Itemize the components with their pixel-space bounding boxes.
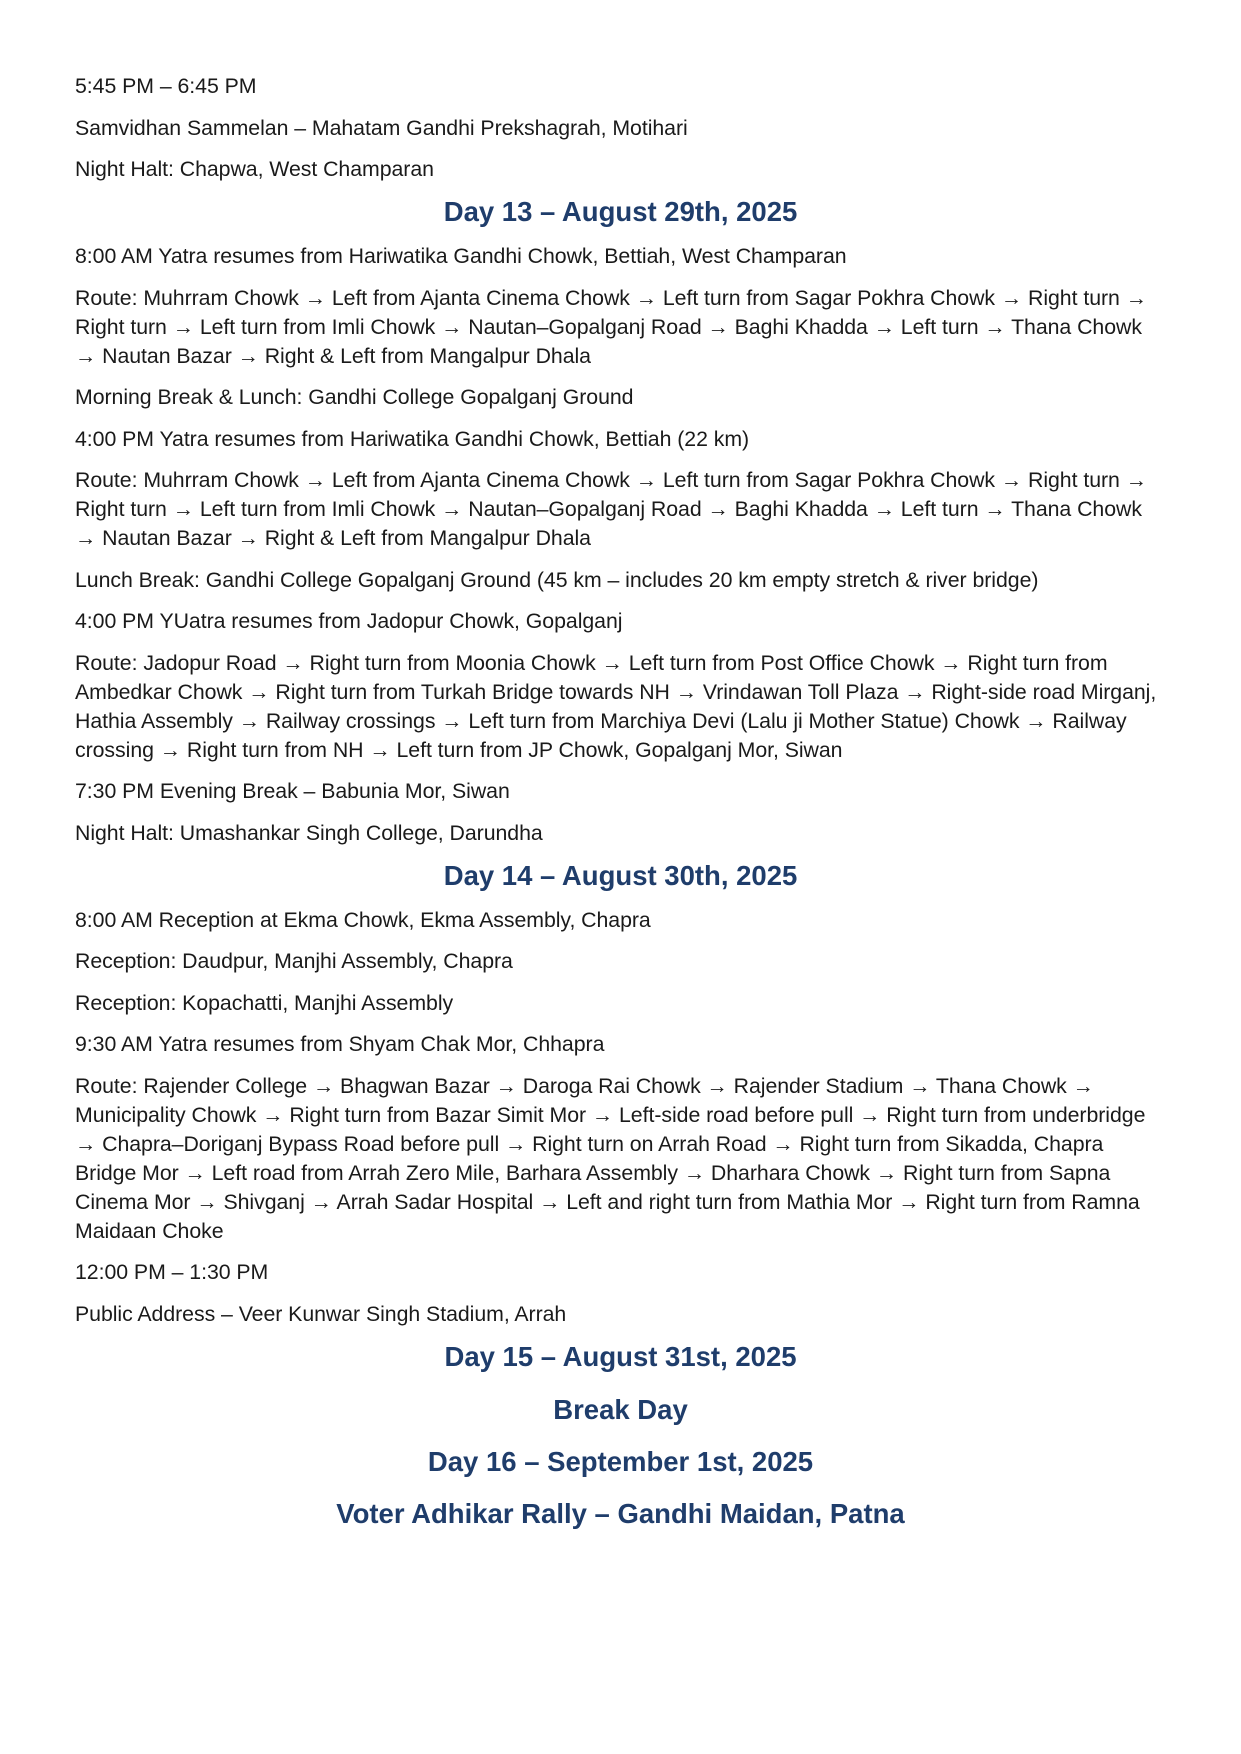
night-halt-line: Night Halt: Chapwa, West Champaran: [75, 157, 434, 181]
break-line: 7:30 PM Evening Break – Babunia Mor, Siwan: [75, 779, 510, 803]
reception-line: Reception: Kopachatti, Manjhi Assembly: [75, 990, 454, 1015]
event-line: Samvidhan Sammelan – Mahatam Gandhi Prekshagrah, Motihari: [75, 115, 688, 140]
route-paragraph: Route: Rajender College → Bhagwan Bazar → Daroga Rai Chowk → Rajender Stadium → Thana Chowk → Municipality Chowk → Right turn from Bazar Simit Mor → Left-side road before pull → Right turn from underbridge → Chapra–Doriganj Bypass Road before pull → Right turn on Arrah Road → Right turn from Sikadda, Chapra Bridge Mor → Left road from Arrah Zero Mile, Barhara Assembly → Dharhara Chowk → Right turn from Sapna Cinema Mor → Shivganj → Arrah Sadar Hospital → Left and right turn from Mathia Mor → Right turn from Ramna Maidaan Choke: [75, 1073, 1146, 1243]
schedule-line: 4:00 PM Yatra resumes from Hariwatika Gandhi Chowk, Bettiah (22 km): [75, 426, 750, 451]
day-14-heading: Day 14 – August 30th, 2025: [443, 859, 798, 891]
night-halt-line: Night Halt: Umashankar Singh College, Darundha: [75, 820, 543, 845]
schedule-line: 9:30 AM Yatra resumes from Shyam Chak Mor, Chhapra: [75, 1032, 605, 1056]
day-15-heading: Day 15 – August 31st, 2025: [444, 1340, 797, 1372]
reception-line: 8:00 AM Reception at Ekma Chowk, Ekma Assembly, Chapra: [75, 907, 651, 932]
rally-heading: Voter Adhikar Rally – Gandhi Maidan, Patna: [336, 1497, 905, 1529]
break-line: Morning Break & Lunch: Gandhi College Gopalganj Ground: [75, 385, 634, 409]
time-line: 12:00 PM – 1:30 PM: [75, 1260, 269, 1284]
route-paragraph: Route: Muhrram Chowk → Left from Ajanta Cinema Chowk → Left turn from Sagar Pokhra Chowk → Right turn → Right turn → Left turn from Imli Chowk → Nautan–Gopalganj Road → Baghi Khadda → Left turn → Thana Chowk → Nautan Bazar → Right & Left from Mangalpur Dhala: [75, 468, 1147, 550]
route-paragraph: Route: Jadopur Road → Right turn from Moonia Chowk → Left turn from Post Office Chowk → Right turn from Ambedkar Chowk → Right turn from Turkah Bridge towards NH → Vrindawan Toll Plaza → Right-side road Mirganj, Hathia Assembly → Railway crossings → Left turn from Marchiya Devi (Lalu ji Mother Statue) Chowk → Railway crossing → Right turn from NH → Left turn from JP Chowk, Gopalganj Mor, Siwan: [75, 650, 1157, 762]
reception-line: Reception: Daudpur, Manjhi Assembly, Chapra: [75, 949, 513, 973]
schedule-line: 8:00 AM Yatra resumes from Hariwatika Gandhi Chowk, Bettiah, West Champaran: [75, 244, 847, 268]
break-day-heading: Break Day: [553, 1393, 688, 1425]
route-paragraph: Route: Muhrram Chowk → Left from Ajanta Cinema Chowk → Left turn from Sagar Pokhra Chowk → Right turn → Right turn → Left turn from Imli Chowk → Nautan–Gopalganj Road → Baghi Khadda → Left turn → Thana Chowk → Nautan Bazar → Right & Left from Mangalpur Dhala: [75, 285, 1147, 368]
time-line: 5:45 PM – 6:45 PM: [75, 74, 257, 98]
event-line: Public Address – Veer Kunwar Singh Stadium, Arrah: [75, 1301, 567, 1326]
day-13-heading: Day 13 – August 29th, 2025: [443, 196, 798, 227]
schedule-line: 4:00 PM YUatra resumes from Jadopur Chowk, Gopalganj: [75, 609, 623, 633]
day-16-heading: Day 16 – September 1st, 2025: [427, 1445, 814, 1477]
break-line: Lunch Break: Gandhi College Gopalganj Ground (45 km – includes 20 km empty stretch & river bridge): [75, 567, 1039, 592]
